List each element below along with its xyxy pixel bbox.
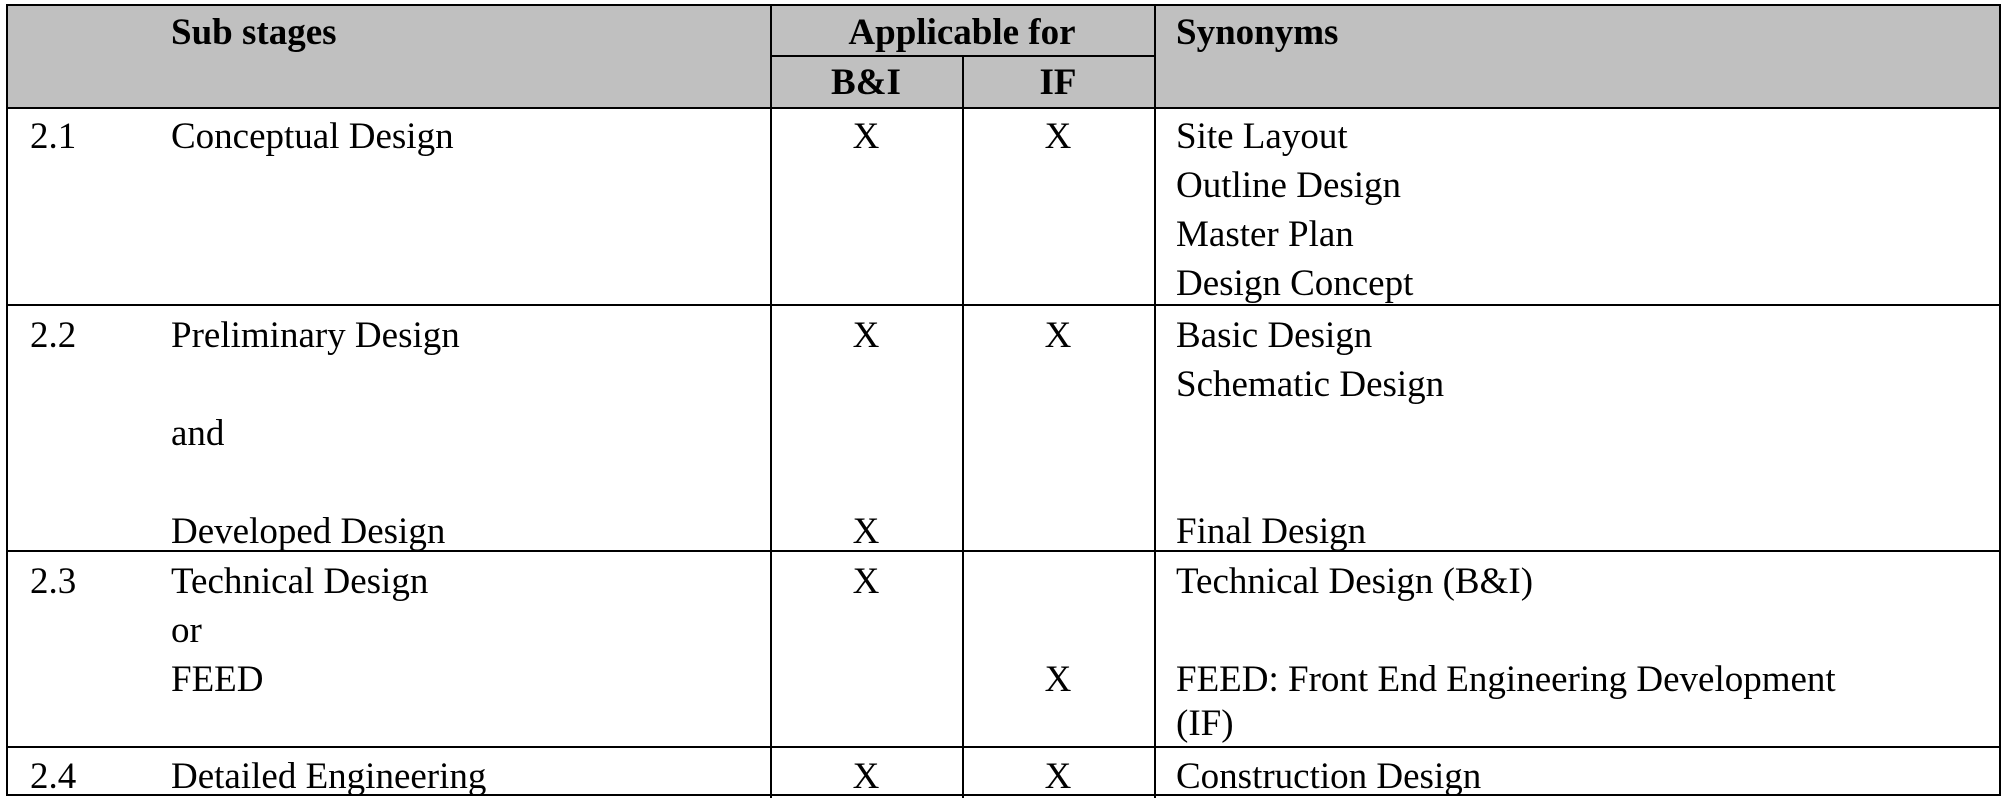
synonym: (IF) [1176, 703, 1234, 744]
sub-stage-label: FEED [171, 659, 264, 700]
sub-stage-label: Developed Design [171, 511, 446, 552]
synonym: Construction Design [1176, 756, 1482, 797]
sub-stage-connector: and [171, 413, 225, 454]
bi-check: X [852, 116, 880, 157]
row-number: 2.2 [30, 315, 77, 356]
header-bi: B&I [831, 62, 901, 103]
synonym: Site Layout [1176, 116, 1348, 157]
if-check: X [1044, 659, 1072, 700]
sub-stage-label: Detailed Engineering [171, 756, 487, 797]
synonym: FEED: Front End Engineering Development [1176, 659, 1836, 700]
if-check: X [1044, 116, 1072, 157]
col-divider-synonyms [1154, 6, 1156, 798]
synonym: Basic Design [1176, 315, 1373, 356]
header-sub-stages: Sub stages [171, 12, 337, 53]
sub-stage-connector: or [171, 610, 202, 651]
bi-check: X [852, 511, 880, 552]
sub-stage-label: Technical Design [171, 561, 429, 602]
synonym: Master Plan [1176, 214, 1354, 255]
if-check: X [1044, 756, 1072, 797]
row-rule-3 [8, 746, 1999, 748]
synonym: Technical Design (B&I) [1176, 561, 1534, 602]
synonym: Outline Design [1176, 165, 1402, 206]
row-number: 2.4 [30, 756, 77, 797]
col-divider-stages [770, 6, 772, 798]
sub-stages-table [6, 4, 2001, 796]
header-synonyms: Synonyms [1176, 12, 1339, 53]
row-rule-1 [8, 304, 1999, 306]
sub-stage-label: Conceptual Design [171, 116, 454, 157]
header-bottom-rule [8, 107, 1999, 109]
header-if: IF [1039, 62, 1077, 103]
row-number: 2.3 [30, 561, 77, 602]
header-applicable-for: Applicable for [848, 12, 1076, 53]
sub-stage-label: Preliminary Design [171, 315, 460, 356]
bi-check: X [852, 561, 880, 602]
synonym: Schematic Design [1176, 364, 1445, 405]
col-divider-bi-if [962, 56, 964, 798]
synonym: Design Concept [1176, 263, 1414, 304]
synonym: Final Design [1176, 511, 1367, 552]
if-check: X [1044, 315, 1072, 356]
bi-check: X [852, 315, 880, 356]
bi-check: X [852, 756, 880, 797]
row-number: 2.1 [30, 116, 77, 157]
